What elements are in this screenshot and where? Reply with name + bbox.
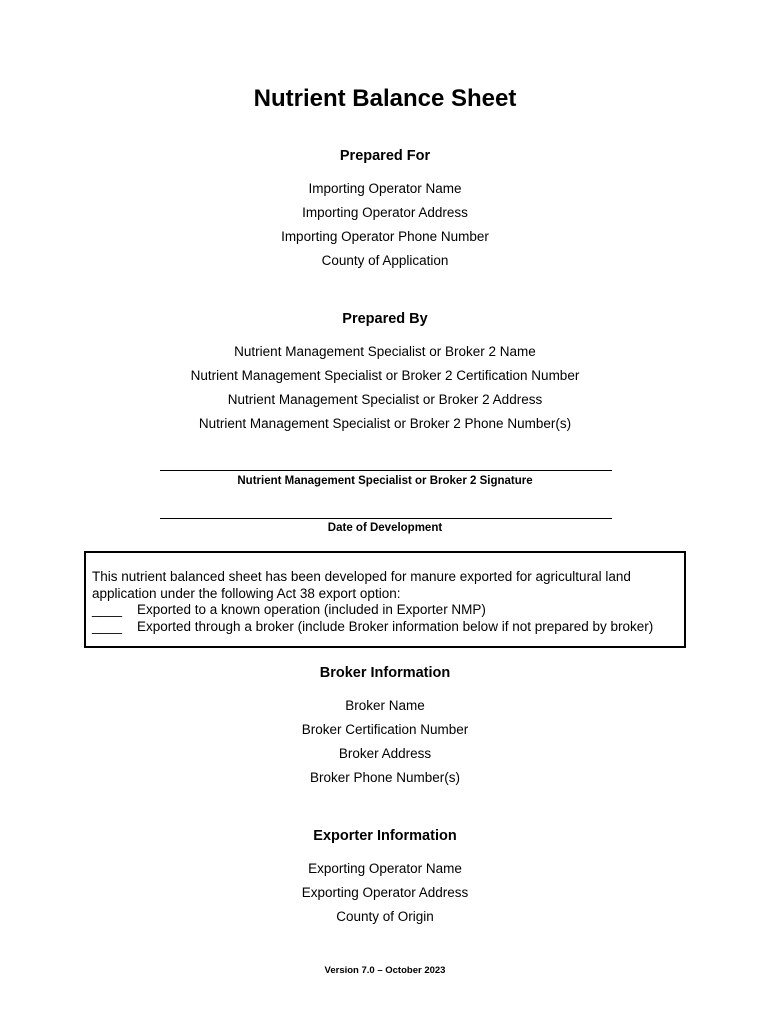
known-operation-blank[interactable]: ____ xyxy=(92,602,123,617)
page-title: Nutrient Balance Sheet xyxy=(253,85,517,112)
county-of-origin: County of Origin xyxy=(336,909,434,924)
exporter-information-heading: Exporter Information xyxy=(313,828,457,844)
exporting-operator-address: Exporting Operator Address xyxy=(301,885,469,900)
specialist-certification-number: Nutrient Management Specialist or Broker 2 Certification Number xyxy=(190,368,580,383)
importing-operator-address: Importing Operator Address xyxy=(302,205,468,220)
known-operation-label: Exported to a known operation (included in Exporter NMP) xyxy=(137,602,486,617)
broker-blank[interactable]: ____ xyxy=(92,618,123,634)
broker-label: Exported through a broker (include Broker information below if not prepared by broker) xyxy=(137,618,654,634)
prepared-by-heading: Prepared By xyxy=(342,311,428,327)
signature-line[interactable] xyxy=(160,470,612,471)
broker-phone: Broker Phone Number(s) xyxy=(309,770,461,785)
prepared-for-heading: Prepared For xyxy=(339,148,431,164)
county-of-application: County of Application xyxy=(321,253,449,268)
specialist-address: Nutrient Management Specialist or Broker 2 Address xyxy=(227,392,543,407)
date-line[interactable] xyxy=(160,518,612,519)
specialist-phone: Nutrient Management Specialist or Broker 2 Phone Number(s) xyxy=(198,416,572,431)
broker-certification-number: Broker Certification Number xyxy=(301,722,469,737)
importing-operator-phone: Importing Operator Phone Number xyxy=(281,229,489,244)
signature-label: Nutrient Management Specialist or Broker 2 Signature xyxy=(237,475,533,487)
export-option-known-operation xyxy=(92,602,682,619)
export-option-broker xyxy=(92,619,682,636)
importing-operator-name: Importing Operator Name xyxy=(308,181,462,196)
export-option-box xyxy=(84,551,686,648)
specialist-name: Nutrient Management Specialist or Broker 2 Name xyxy=(234,344,536,359)
exporting-operator-name: Exporting Operator Name xyxy=(308,861,462,876)
export-option-intro: This nutrient balanced sheet has been developed for manure exported for agricultural land application under the following Act 38 export option: xyxy=(92,569,631,601)
broker-information-heading: Broker Information xyxy=(319,665,451,681)
broker-name: Broker Name xyxy=(345,698,425,713)
version-footer: Version 7.0 – October 2023 xyxy=(324,965,446,976)
date-label: Date of Development xyxy=(327,522,443,534)
broker-address: Broker Address xyxy=(338,746,432,761)
